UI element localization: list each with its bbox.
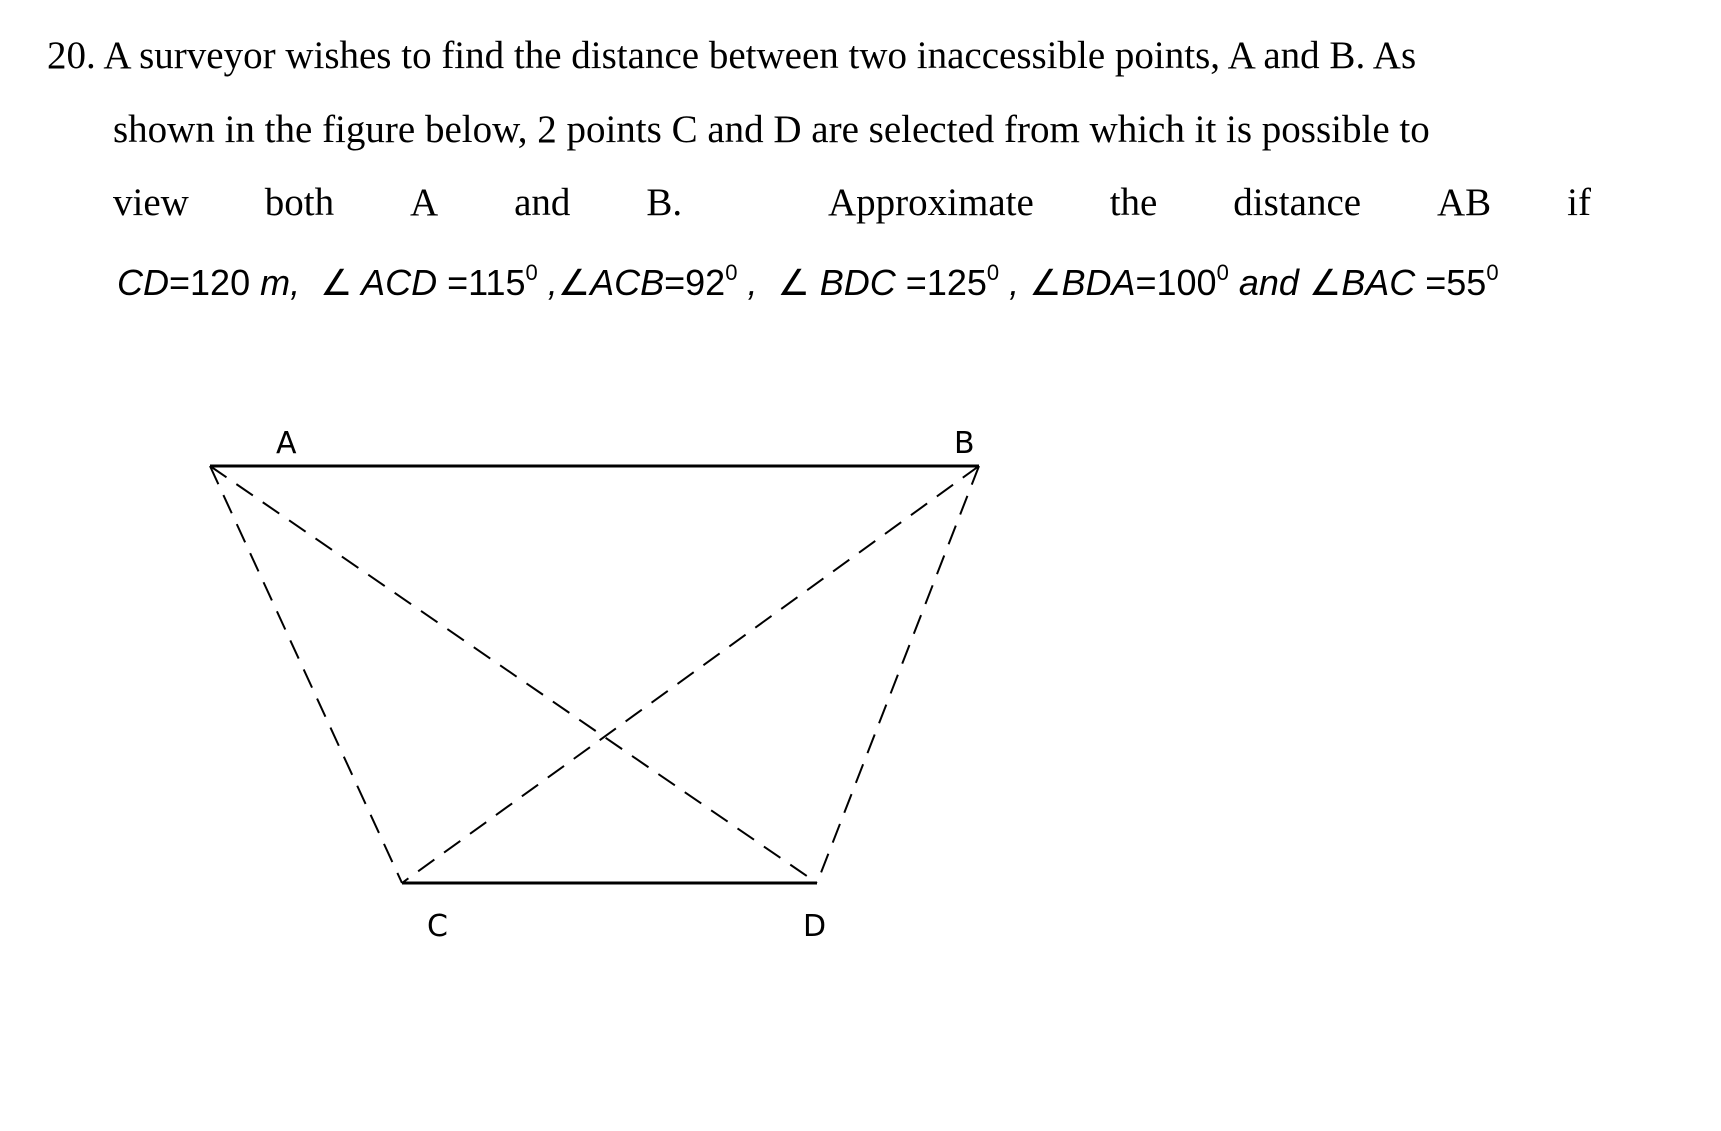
word-distance: distance bbox=[1233, 181, 1362, 224]
problem-line-2: shown in the figure below, 2 points C and D are selected from which it is possible to bbox=[113, 108, 1430, 151]
degree-mark: 0 bbox=[986, 260, 1000, 285]
word-the: the bbox=[1109, 181, 1158, 224]
cd-label: CD bbox=[117, 262, 169, 303]
point-label-a: A bbox=[276, 426, 297, 461]
word-a: A bbox=[410, 181, 439, 224]
degree-mark: 0 bbox=[1486, 260, 1499, 285]
word-both: both bbox=[264, 181, 335, 224]
word-b: B. bbox=[646, 181, 683, 224]
cd-value: =120 bbox=[169, 262, 251, 303]
point-label-d: D bbox=[803, 909, 827, 944]
point-label-c: C bbox=[427, 909, 448, 944]
angle-bdc-value: =125 bbox=[905, 262, 987, 303]
word-ab: AB bbox=[1437, 181, 1492, 224]
angle-bda-label: ∠BDA bbox=[1029, 262, 1136, 303]
angle-acb-label: ∠ACB bbox=[557, 262, 665, 303]
cd-unit: m bbox=[260, 262, 291, 303]
angle-acb-value: =92 bbox=[664, 262, 726, 303]
degree-mark: 0 bbox=[725, 260, 738, 285]
angle-bdc-label: ∠ BDC bbox=[777, 262, 896, 303]
point-label-b: B bbox=[954, 426, 975, 461]
word-view: view bbox=[113, 181, 189, 224]
degree-mark: 0 bbox=[1216, 260, 1229, 285]
word-if: if bbox=[1567, 181, 1591, 224]
degree-mark: 0 bbox=[525, 260, 538, 285]
problem-line-1: 20. A surveyor wishes to find the distance between two inaccessible points, A and B. As bbox=[47, 34, 1417, 77]
word-approximate: Approximate bbox=[828, 181, 1034, 224]
angle-bac-label: ∠BAC bbox=[1308, 262, 1416, 303]
angle-bac-value: =55 bbox=[1425, 262, 1487, 303]
separator: , bbox=[547, 262, 558, 303]
separator: , bbox=[290, 262, 301, 303]
angle-acd-label: ∠ ACD bbox=[320, 262, 438, 303]
segment-bc bbox=[402, 466, 979, 883]
angle-acd-value: =115 bbox=[447, 262, 526, 303]
segment-bd bbox=[817, 466, 979, 883]
separator: , bbox=[747, 262, 758, 303]
and-word: and bbox=[1238, 262, 1299, 303]
separator: , bbox=[1009, 262, 1020, 303]
segment-ac bbox=[210, 466, 402, 883]
segment-ad bbox=[210, 466, 817, 883]
angle-bda-value: =100 bbox=[1135, 262, 1217, 303]
word-and: and bbox=[514, 181, 571, 224]
